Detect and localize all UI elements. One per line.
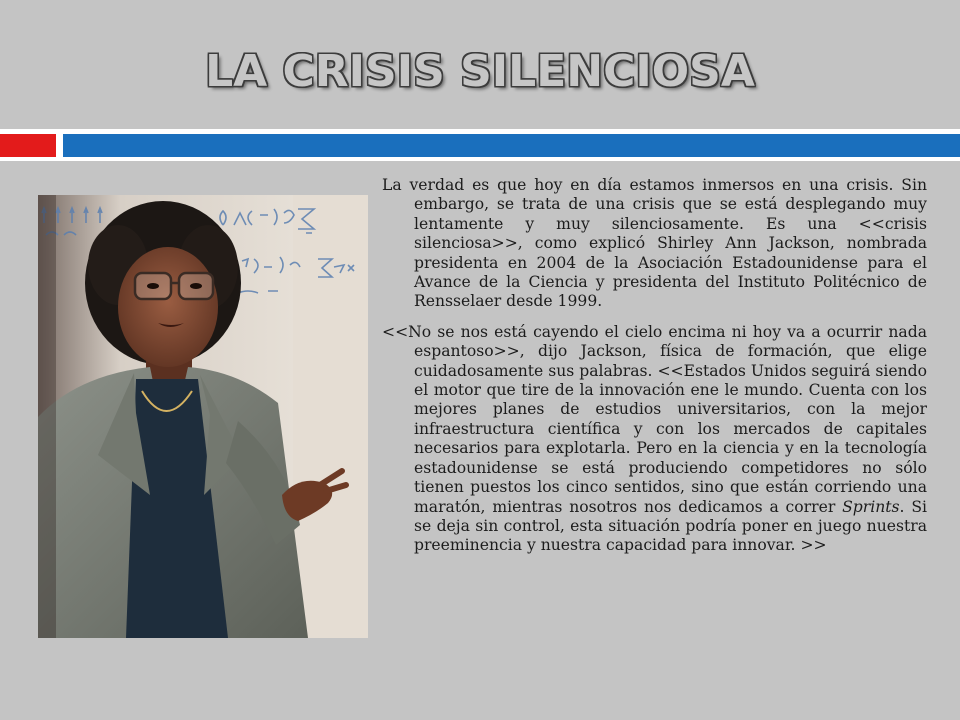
portrait-photo: [38, 195, 368, 638]
paragraph-2-text-before: <<No se nos está cayendo el cielo encima ni hoy va a ocurrir nada espantoso>>, dijo Jackson, física de formación, que elige cuidadosamente sus palabras. <<Estados Unidos seguirá siendo el motor que tire de la innovación ene le mundo. Cuenta con los mejores planes de estudios universitarios, con la mejor infraestructura científica y con los mercados de capitales necesarios para explotarla. Pero en la ciencia y en la tecnología estadounidense se está produciendo competidores no sólo tienen puestos los cinco sentidos, sino que están corriendo una maratón, mientras nosotros nos dedicamos a correr: [382, 322, 927, 516]
accent-bar-blue: [63, 134, 960, 157]
paragraph-2-emphasis: Sprints: [842, 497, 900, 516]
slide-body-text: [382, 176, 927, 567]
accent-bar-red: [0, 134, 56, 157]
paragraph-1: La verdad es que hoy en día estamos inmersos en una crisis. Sin embargo, se trata de una crisis que se está desplegando muy lentamente y muy silenciosamente. Es una <<crisis silenciosa>>, como explicó Shirley Ann Jackson, nombrada presidenta en 2004 de la Asociación Estadounidense para el Avance de la Ciencia y presidenta del Instituto Politécnico de Rensselaer desde 1999.: [382, 176, 927, 311]
slide-title: LA CRISIS SILENCIOSA: [205, 46, 755, 97]
paragraph-2-text-after: . Si se deja sin control, esta situación podría poner en juego nuestra preeminencia y nuestra capacidad para innovar. >>: [414, 497, 927, 555]
paragraph-2: [382, 323, 927, 556]
